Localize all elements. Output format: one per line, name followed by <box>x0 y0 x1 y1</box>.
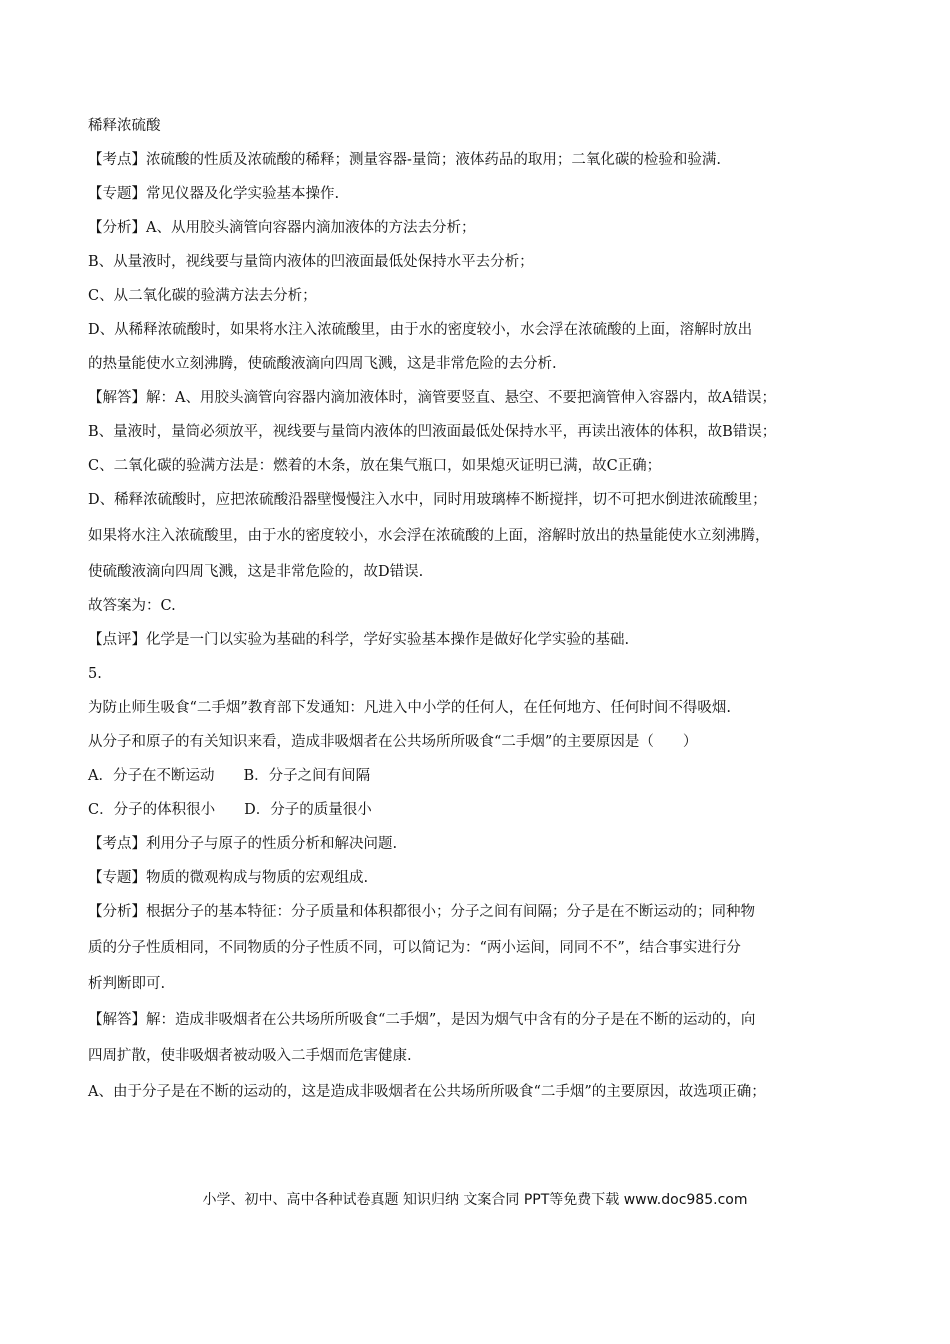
jieda-line: 【解答】解：A、用胶头滴管向容器内滴加液体时，滴管要竖直、悬空、不要把滴管伸入容器内，故A错误； <box>88 390 776 406</box>
fenxi-line: C、从二氧化碳的验满方法去分析； <box>88 288 317 304</box>
dianping-line: 【点评】化学是一门以实验为基础的科学，学好实验基本操作是做好化学实验的基础. <box>88 632 630 648</box>
answer-line: 故答案为：C. <box>88 598 176 614</box>
question-line: 为防止师生吸食“二手烟”教育部下发通知：凡进入中小学的任何人，在任何地方、任何时间不得吸烟. <box>88 700 731 716</box>
jieda-line: A、由于分子是在不断的运动的，这是造成非吸烟者在公共场所所吸食“二手烟”的主要原因，故选项正确； <box>88 1084 766 1100</box>
fenxi-line: B、从量液时，视线要与量筒内液体的凹液面最低处保持水平去分析； <box>88 254 534 270</box>
fenxi-line: 质的分子性质相同，不同物质的分子性质不同，可以简记为：“两小运间，同同不不”，结合事实进行分 <box>88 940 741 956</box>
fenxi-line: 的热量能使水立刻沸腾，使硫酸液滴向四周飞溅，这是非常危险的去分析. <box>88 356 557 372</box>
kaodian-line: 【考点】利用分子与原子的性质分析和解决问题. <box>88 836 398 852</box>
fenxi-line: D、从稀释浓硫酸时，如果将水注入浓硫酸里，由于水的密度较小，水会浮在浓硫酸的上面，溶解时放出 <box>88 322 753 338</box>
jieda-line: 四周扩散，使非吸烟者被动吸入二手烟而危害健康. <box>88 1048 412 1064</box>
jieda-line: C、二氧化碳的验满方法是：燃着的木条，放在集气瓶口，如果熄灭证明已满，故C正确； <box>88 458 662 474</box>
kaodian-line: 【考点】浓硫酸的性质及浓硫酸的稀释；测量容器-量筒；液体药品的取用；二氧化碳的检验和验满. <box>88 152 722 168</box>
jieda-line: D、稀释浓硫酸时，应把浓硫酸沿器壁慢慢注入水中，同时用玻璃棒不断搅拌，切不可把水倒进浓硫酸里； <box>88 492 767 508</box>
question-line: 从分子和原子的有关知识来看，造成非吸烟者在公共场所所吸食“二手烟”的主要原因是（ ） <box>88 734 698 750</box>
fenxi-line: 【分析】根据分子的基本特征：分子质量和体积都很小；分子之间有间隔；分子是在不断运动的；同种物 <box>88 904 755 920</box>
option-line: A．分子在不断运动 B．分子之间有间隔 <box>88 768 371 784</box>
fenxi-line: 【分析】A、从用胶头滴管向容器内滴加液体的方法去分析； <box>88 220 476 236</box>
jieda-line: 如果将水注入浓硫酸里，由于水的密度较小，水会浮在浓硫酸的上面，溶解时放出的热量能使水立刻沸腾， <box>88 528 770 544</box>
page-footer: 小学、初中、高中各种试卷真题 知识归纳 文案合同 PPT等免费下载 www.doc985.com <box>202 1192 748 1208</box>
jieda-line: 【解答】解：造成非吸烟者在公共场所所吸食“二手烟”，是因为烟气中含有的分子是在不断的运动的，向 <box>88 1012 756 1028</box>
question-number: 5. <box>88 666 102 682</box>
jieda-line: B、量液时，量筒必须放平，视线要与量筒内液体的凹液面最低处保持水平，再读出液体的体积，故B错误； <box>88 424 777 440</box>
document-page <box>88 116 878 1116</box>
zhuanti-line: 【专题】常见仪器及化学实验基本操作. <box>88 186 340 202</box>
section-title: 稀释浓硫酸 <box>88 118 161 134</box>
fenxi-line: 析判断即可. <box>88 976 166 992</box>
zhuanti-line: 【专题】物质的微观构成与物质的宏观组成. <box>88 870 369 886</box>
option-line: C．分子的体积很小 D．分子的质量很小 <box>88 802 372 818</box>
jieda-line: 使硫酸液滴向四周飞溅，这是非常危险的，故D错误. <box>88 564 424 580</box>
